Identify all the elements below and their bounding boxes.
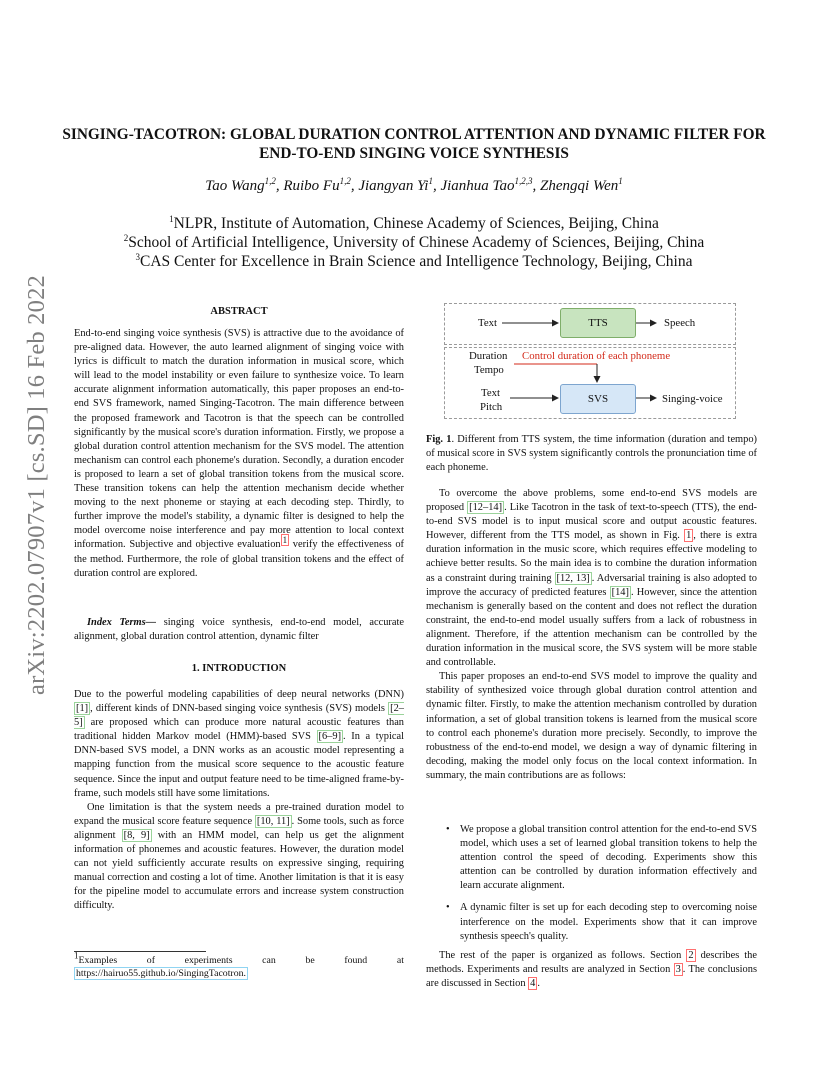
footnote-rule <box>74 951 206 952</box>
paper-title: SINGING-TACOTRON: GLOBAL DURATION CONTROL ATTENTION AND DYNAMIC FILTER FOR END-TO-END SINGING VOICE SYNTHESIS <box>62 126 766 162</box>
bullet-icon: • <box>446 902 450 914</box>
citation-link[interactable]: [12–14] <box>469 502 503 514</box>
intro-paragraph: One limitation is that the system needs a pre-trained duration model to expand the musical score feature sequence [10, 11] . Some tools, such as force alignment [8, 9] with an HMM model, can help us get the alignment information of phonemes and acoustic features. However, the duration model can not yield sufficiently accurate results on expressive singing, requiring manual correction and costing a lot of time. Another limitation is that it is easy for the pipeline model to accumulate errors and increase system construction difficulty. <box>74 801 404 912</box>
author-list: Tao Wang$^{1,2}$, Ruibo Fu$^{1,2}$, Jiangyan Yi$^1$, Jianhua Tao$^{1,2,3}$, Zhengqi Wen$^1$ <box>205 176 623 194</box>
arxiv-identifier-text: arXiv:2202.07907v1 [cs.SD] 16 Feb 2022 <box>23 275 50 695</box>
affiliation-number: 1 <box>169 213 174 224</box>
body-paragraph: To overcome the above problems, some end-to-end SVS models are proposed [12–14] . Like Tacotron in the task of text-to-speech (TTS), the end-to-end SVS model is to input musical score and output acoustic features. However, different from the TTS model, as shown in Fig. 1 , there is extra duration information in the music score, which requires effective modeling to achieve better results. So the main idea is to combine the duration information as a constraint during training [12, 13] . Adversarial training is also adopted to improve the accuracy of predicted features [14] . However, since the attention mechanism is generally based on the content and does not reflect the duration constraint, the end-to-end model usually suffers from a lack of robustness in alignment. Therefore, if the attention mechanism can be controlled by the duration information in the musical score, the SVS system will be more stable and controllable. <box>426 488 757 669</box>
figure-1 <box>444 303 736 417</box>
abstract-body-b: verify the effectiveness of the method. Furthermore, the role of global transition tokens and the effect of duration control are explored. <box>74 539 404 579</box>
citation-link[interactable]: [14] <box>611 586 629 598</box>
affiliation-line <box>60 252 768 271</box>
intro-heading: 1. INTRODUCTION <box>191 663 287 674</box>
affiliation-text: NLPR, Institute of Automation, Chinese Academy of Sciences, Beijing, China <box>173 215 659 232</box>
intro-text <box>74 688 404 914</box>
author-name: Jianhua Tao <box>440 178 515 194</box>
figure-label-control-duration: Control duration of each phoneme <box>522 350 671 362</box>
affiliation-text: CAS Center for Excellence in Brain Science and Intelligence Technology, Beijing, China <box>140 253 693 270</box>
affiliation-text: School of Artificial Intelligence, University of Chinese Academy of Sciences, Beijing, China <box>128 234 705 251</box>
figure-label-text: Text <box>478 317 498 329</box>
figure-label-text-2: Text <box>481 387 501 399</box>
figure-label-tempo: Tempo <box>474 364 504 376</box>
figure-label-singing-voice: Singing-voice <box>662 393 723 405</box>
citation-link[interactable]: [10, 11] <box>256 815 290 827</box>
closing-paragraph: The rest of the paper is organized as follows. Section 2 describes the methods. Experiments and results are analyzed in Section 3 . The conclusions are discussed in Section 4 . <box>426 950 757 990</box>
list-item: • A dynamic filter is set up for each decoding step to overcoming noise interference on the model. Experiments show that it can improve synthesis speech's quality. <box>446 902 757 942</box>
tts-block: TTS <box>560 308 636 338</box>
author-name: Tao Wang <box>205 178 265 194</box>
affiliation-number: 3 <box>135 251 141 262</box>
index-terms <box>74 616 404 644</box>
affiliation-number: 2 <box>123 232 129 243</box>
section-link[interactable]: 2 <box>688 950 694 961</box>
author-name: Jiangyan Yi <box>358 178 429 194</box>
footnote-url-link[interactable]: https://hairuo55.github.io/SingingTacotron. <box>76 968 246 979</box>
abstract-text <box>74 327 404 581</box>
figure-label-speech: Speech <box>664 317 696 329</box>
author-affiliation-mark: 1 <box>618 176 623 186</box>
citation-link[interactable]: [2–5] <box>74 703 404 729</box>
affiliation-line <box>60 214 768 233</box>
bullet-icon: • <box>446 824 450 835</box>
citation-link[interactable]: [1] <box>76 703 89 715</box>
abstract-body-a: End-to-end singing voice synthesis (SVS) is attractive due to the avoidance of pre-aligned data. However, the auto learned alignment of singing voice with lyrics is difficult to match the duration information in musical score, which will lead to the model instability or even failure to synthesize voice. To learn accurate alignment information automatically, this paper proposes an end-to-end SVS framework, named Singing-Tacotron. The main difference between the proposed framework and Tacotron is that the speech can be controlled significantly by the musical score's duration information. Firstly, we propose a global duration control attention mechanism for the SVS model. The attention mechanism can control each phoneme's duration. Secondly, a duration encoder is proposed to learn a set of global transition tokens from the musical score. These transition tokens can help the attention mechanism decide whether moving to the next phoneme or staying at each decoding step. Thirdly, to further improve the model's stability, a dynamic filter is designed to help the model overcome noise interference and pay more attention to local context information. Subjective and objective evaluation <box>74 328 404 551</box>
citation-link[interactable]: [8, 9] <box>123 829 150 841</box>
footnote: $^1$Examples of experiments can be found at https://hairuo55.github.io/SingingTacotron. <box>74 950 404 979</box>
intro-paragraph: Due to the powerful modeling capabilities of deep neural networks (DNN) [1] , different kinds of DNN-based singing voice synthesis (SVS) models [2–5] are proposed which can produce more natural acoustic features than traditional hidden Markov model (HMM)-based SVS [6–9] . In a typical DNN-based SVS model, a DNN works as an acoustic model representing a mapping function from the musical score sequence to the acoustic feature sequence. Since the input and output feature need to be time-aligned frame-by-frame, such models still have some limitations. <box>74 689 404 799</box>
svs-block: SVS <box>560 384 636 414</box>
index-terms-label: Index Terms— <box>87 617 157 628</box>
author-affiliation-mark: 1,2,3 <box>514 176 533 186</box>
section-link[interactable]: 3 <box>675 964 681 976</box>
affiliation-list <box>60 214 768 271</box>
figure-caption-label: Fig. 1 <box>426 434 452 445</box>
footnote-number: 1 <box>74 950 79 961</box>
index-terms-text: singing voice synthesis, end-to-end model, accurate alignment, global duration control attention, dynamic filter <box>74 617 404 643</box>
citation-link[interactable]: [12, 13] <box>556 572 590 584</box>
abstract-heading: ABSTRACT <box>210 306 268 317</box>
right-column-text <box>426 487 757 783</box>
figure-1-caption <box>426 433 757 475</box>
figure-label-duration: Duration <box>469 350 508 362</box>
figure-label-pitch: Pitch <box>480 401 503 413</box>
author-affiliation-mark: 1 <box>428 176 433 186</box>
body-paragraph: This paper proposes an end-to-end SVS model to improve the quality and stability of synthesized voice through global duration control attention and dynamic filter. Firstly, to make the attention mechanism controlled by duration information, a set of global transition tokens is learned from the musical score to control each phoneme's duration more precisely. Secondly, to improve the robustness of the end-to-end model, we design a way of dynamic filtering in decoding, making the model only focus on the local context information. In summary, the main contributions are as follows: <box>426 671 757 781</box>
list-item: • We propose a global transition control attention for the end-to-end SVS model, which uses a set of learned global transition tokens to help the attention control the speed of decoding. Experiments show this attention can be controlled by duration information effectively and learn accurate alignment. <box>446 824 757 892</box>
figure-caption-text: . Different from TTS system, the time information (duration and tempo) of musical score in SVS system significantly controls the pronunciation time of each phoneme. <box>426 434 757 474</box>
author-name: Ruibo Fu <box>283 178 340 194</box>
author-affiliation-mark: 1,2 <box>339 176 351 186</box>
citation-link[interactable]: [6–9] <box>318 731 342 743</box>
contribution-list <box>444 823 757 952</box>
figure-link[interactable]: 1 <box>686 530 692 542</box>
footnote-link[interactable]: 1 <box>282 534 288 545</box>
affiliation-line <box>60 233 768 252</box>
author-affiliation-mark: 1,2 <box>264 176 276 186</box>
section-link[interactable]: 4 <box>530 978 536 990</box>
author-name: Zhengqi Wen <box>540 178 619 194</box>
arxiv-identifier <box>22 275 52 695</box>
